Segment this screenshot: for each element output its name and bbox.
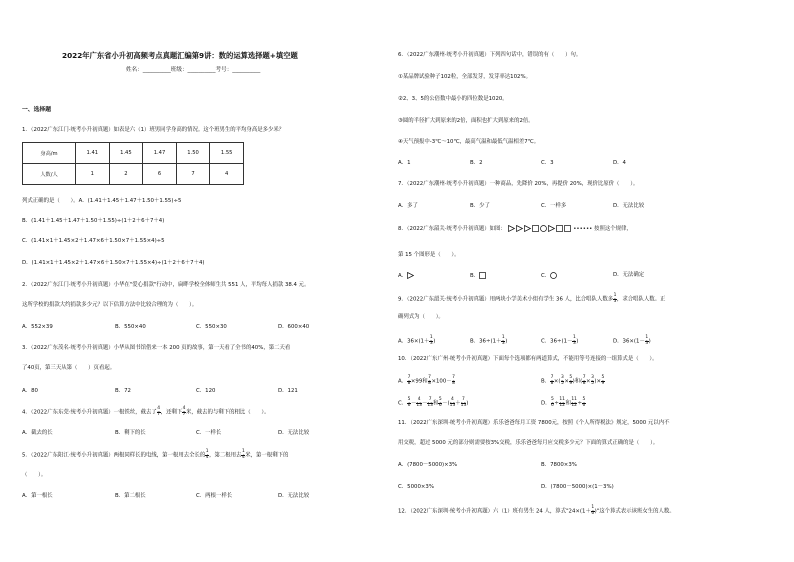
q9-option-c: C．36÷(1－ $\frac{1}{3}$ ) xyxy=(541,335,579,346)
q10-option-c: C． $\frac{5}{6}$ － $\frac{4}{13}$ － $\frac{7}{13}$ 和 $\frac{5}{6}$ －( $\frac{4}{13}$ ＋ $\frac{7}{13}$ ) xyxy=(398,397,469,408)
table-cell: 2 xyxy=(109,164,143,185)
q3-option-c: C．120 xyxy=(196,388,216,394)
q11-option-a: A．(7800－5000)×3% xyxy=(398,462,458,468)
fraction-numerator: 4 xyxy=(182,406,186,411)
table-row xyxy=(23,164,244,185)
fraction: $\frac{5}{9}$ xyxy=(601,375,605,386)
q1-stem: 1．（2022广东江门·统考小升初真题）如表是六（1）班男同学身高的情况。这个班男生的平均身高是多少米？ xyxy=(22,127,285,133)
fraction: $\frac{5}{6}$ xyxy=(438,397,442,408)
fraction: $\frac{3}{5}$ xyxy=(591,375,594,386)
q9-option-c-label: C．36÷(1－ xyxy=(541,338,573,345)
fraction-denominator: 4 xyxy=(241,454,245,460)
q5-text-b: ，第二根用去 xyxy=(209,452,242,459)
q2-line2: 这所学校的捐款大约捐款多少元？以下估算方法中比较合理的为（ ）。 xyxy=(22,302,198,308)
q5-option-c: C．两根一样长 xyxy=(196,493,233,499)
table-cell: 身高/m xyxy=(23,143,76,164)
q9-stem xyxy=(398,294,665,304)
table-cell: 1.47 xyxy=(143,143,177,164)
q5-stem xyxy=(22,450,288,460)
q6-statement-1: ①某品牌试验种子102粒，全部发芽，发芽率达102%。 xyxy=(398,74,531,80)
q3-option-b: B．72 xyxy=(115,388,131,394)
q9-option-fraction xyxy=(645,336,649,346)
q2-option-b: B．550×40 xyxy=(115,324,146,330)
q10-option-a-label: A． xyxy=(398,378,408,385)
table-cell: 1.45 xyxy=(109,143,143,164)
q5-line2: （ ）。 xyxy=(22,472,47,478)
q9-text-b: ，求合唱队人数。正 xyxy=(616,296,666,303)
q5-text-a: 5．（2022广东阳江·统考小升初真题）两根同样长的电线，第一根用去全长的 xyxy=(22,452,206,459)
q8-option-a-label: A． xyxy=(398,273,408,279)
fraction: $\frac{7}{8}$ xyxy=(428,375,431,386)
circle-icon xyxy=(550,272,557,279)
q9-option-fraction xyxy=(501,336,505,346)
student-info-line: 姓名：__________班级：__________考号：__________ xyxy=(126,67,261,73)
q3-line2: 了40页，第三天从第（ ）页看起。 xyxy=(22,365,116,371)
q7-stem: 7．（2022广东潮州·统考小升初真题）一种商品，先降价 20%，再提价 20%，现价比原价（ ）。 xyxy=(398,181,639,187)
triangle-icon xyxy=(407,272,414,279)
fraction-numerator: 1 xyxy=(429,335,433,340)
q4-option-c: C．一样长 xyxy=(196,430,222,436)
fraction-denominator: 7 xyxy=(182,411,186,417)
q12-text-b: )"这个算式表示该班女生的人数。 xyxy=(594,508,675,515)
fraction-numerator: 1 xyxy=(613,293,617,298)
q1-option-c: C．(1.41×1＋1.45×2＋1.47×6＋1.50×7＋1.55×4)÷5 xyxy=(22,238,165,244)
fraction-numerator: 1 xyxy=(241,449,245,454)
fraction: $\frac{7}{8}$ xyxy=(452,375,455,386)
q6-option-c: C．3 xyxy=(541,160,554,166)
q8-text-a: 8．（2022广东韶关·统考小升初真题）如图： xyxy=(398,226,506,232)
q9-option-b-label: B．36÷(1＋ xyxy=(470,338,502,345)
q11-line2: 用交税，超过 5000 元的部分则需要按3%交税，乐乐爸爸每月应交税多少元？下面的算式正确的是（ ）。 xyxy=(398,440,659,446)
q10-option-b-label: B． xyxy=(541,378,551,385)
q2-option-d: D．600×40 xyxy=(278,324,310,330)
q1-option-b: B．(1.41＋1.45＋1.47＋1.50＋1.55)÷(1＋2＋6＋7＋4) xyxy=(22,218,165,224)
page-title: 2022年广东省小升初高频考点真题汇编第9讲：数的运算选择题+填空题 xyxy=(62,51,298,60)
table-cell: 1 xyxy=(76,164,110,185)
q9-text-a: 9．（2022广东韶关·统考小升初真题）用两块小学美术小组有学生 36 人，比合唱队人数多 xyxy=(398,296,614,303)
q10-option-a: A． $\frac{7}{8}$ ×99和 $\frac{7}{8}$ ×100－ $\frac{7}{8}$ xyxy=(398,375,455,386)
q2-option-c: C．550×30 xyxy=(196,324,227,330)
fraction-denominator: 3 xyxy=(645,340,649,346)
q6-statement-4: ④天气预报中-3℃～10℃，最高气温和最低气温相差7℃。 xyxy=(398,139,540,145)
q6-statement-2: ②2、3、5的公倍数中最小的四位数是1020。 xyxy=(398,96,508,102)
fraction-numerator: 1 xyxy=(645,335,649,340)
table-cell: 4 xyxy=(210,164,244,185)
q1-option-d: D．(1.41×1＋1.45×2＋1.47×6＋1.50×7＋1.55×4)÷(1＋2＋6＋7＋4) xyxy=(22,260,205,266)
q12-stem xyxy=(398,506,675,516)
table-cell: 1.55 xyxy=(210,143,244,164)
fraction: $\frac{7}{13}$ xyxy=(427,397,433,408)
height-table xyxy=(22,142,244,185)
q5-text-c: 米，第一根剩下的 xyxy=(245,452,289,459)
q3-option-d: D．121 xyxy=(278,388,298,394)
q2-option-a: A．552×39 xyxy=(22,324,53,330)
table-cell: 人数/人 xyxy=(23,164,76,185)
table-cell: 1.50 xyxy=(176,143,210,164)
q9-option-b: B．36÷(1＋ $\frac{1}{3}$ ) xyxy=(470,335,508,346)
q2-line1: 2．（2022广东江门·统考小升初真题）小华在"爱心捐款"行动中，扁畔学校全体师生共 551 人，平均每人捐款 38.4 元。 xyxy=(22,282,310,288)
q11-option-d: D．(7800－5000)×(1－3%) xyxy=(541,484,614,490)
table-row xyxy=(23,143,244,164)
q8-option-a xyxy=(398,272,414,280)
fraction-denominator: 6 xyxy=(591,510,595,516)
shape-sequence-icon xyxy=(508,225,572,232)
fraction-numerator: 4 xyxy=(157,406,161,411)
fraction-denominator: 3 xyxy=(613,298,617,304)
q6-stem: 6．（2022广东潮州·统考小升初真题）下列四句话中，错误的有（ ）句。 xyxy=(398,52,582,58)
q11-option-b: B．7800×3% xyxy=(541,462,577,468)
fraction: $\frac{5}{6}$ xyxy=(582,397,586,408)
fraction: $\frac{7}{13}$ xyxy=(460,397,467,408)
q8-dots: •••••• xyxy=(573,226,593,232)
fraction: $\frac{7}{8}$ xyxy=(407,375,411,386)
table-cell: 6 xyxy=(143,164,177,185)
q5-option-b: B．第二根长 xyxy=(115,493,146,499)
fraction: $\frac{4}{13}$ xyxy=(449,397,456,408)
q11-line1: 11．（2022广东深圳·统考小升初真题）乐乐爸爸每月工资 7800元，按照《个人所得税法》规定，5000 元以内不 xyxy=(398,420,670,426)
q8-line2: 第 15 个图形是（ ）。 xyxy=(398,252,460,258)
q9-option-d: D．36×(1－ $\frac{1}{3}$ ) xyxy=(613,335,651,346)
q5-option-a: A．第一根长 xyxy=(22,493,53,499)
q10-option-b: B． $\frac{7}{8}$ ×( $\frac{3}{5}$ × $\frac{5}{9}$ )和( $\frac{7}{8}$ × $\frac{3}{5}$ )× $\frac{5}{9}$ xyxy=(541,375,605,386)
q4-text-b: ，还剩下 xyxy=(160,409,183,416)
q8-option-d: D．无法确定 xyxy=(613,272,645,278)
fraction: $\frac{11}{12}$ xyxy=(571,397,577,408)
fraction: $\frac{5}{6}$ xyxy=(407,397,411,408)
fraction-denominator: 3 xyxy=(501,340,505,346)
q7-option-c: C．一样多 xyxy=(541,203,567,209)
q3-option-a: A．80 xyxy=(22,388,38,394)
q9-option-fraction xyxy=(572,336,576,346)
q4-stem xyxy=(22,407,270,417)
q7-option-a: A．多了 xyxy=(398,203,418,209)
q8-option-b xyxy=(470,272,486,280)
q9-option-d-label: D．36×(1－ xyxy=(613,338,645,345)
q8-shape-sequence xyxy=(508,226,574,232)
section-heading: 一、选择题 xyxy=(22,107,51,113)
q6-option-d: D．4 xyxy=(613,160,626,166)
q8-option-c xyxy=(541,272,557,280)
fraction: $\frac{3}{5}$ xyxy=(561,375,564,386)
fraction: $\frac{4}{13}$ xyxy=(416,397,422,408)
q8-text-b: 按照这个规律， xyxy=(594,226,632,232)
q10-option-d: D． $\frac{5}{6}$ ÷ $\frac{11}{12}$ 和 $\frac{11}{12}$ ÷ $\frac{5}{6}$ xyxy=(541,397,586,408)
q9-option-a: A．36×(1＋ $\frac{1}{3}$ ) xyxy=(398,335,436,346)
q1-lead: 列式正确的是（ ）。A．(1.41＋1.45＋1.47＋1.50＋1.55)÷5 xyxy=(22,198,182,204)
q4-option-a: A．截去的长 xyxy=(22,430,53,436)
fraction-denominator: 7 xyxy=(157,411,161,417)
q3-line1: 3．（2022广东茂名·统考小升初真题）小华从图书馆借来一本 200 页的故事，第一天看了全书的40%，第二天看 xyxy=(22,345,291,351)
fraction-denominator: 3 xyxy=(429,340,433,346)
q10-option-c-label: C． xyxy=(398,400,408,407)
table-cell: 7 xyxy=(176,164,210,185)
q9-option-a-label: A．36×(1＋ xyxy=(398,338,430,345)
fraction-numerator: 1 xyxy=(591,505,595,510)
fraction: $\frac{5}{6}$ xyxy=(551,397,554,408)
fraction-numerator: 1 xyxy=(205,449,209,454)
fraction: $\frac{11}{12}$ xyxy=(559,397,565,408)
fraction-numerator: 1 xyxy=(501,335,505,340)
q10-stem: 10．（2022广东广州·统考小升初真题）下面每个选项都有两道算式，不能用等号连接的一组算式是（ ）。 xyxy=(398,356,658,362)
table-cell: 1.41 xyxy=(76,143,110,164)
q6-statement-3: ③圆的半径扩大到原来的2倍，面积也扩大到原来的2倍。 xyxy=(398,118,534,124)
q4-option-d: D．无法比较 xyxy=(278,430,310,436)
q4-text-c: 米，截去的与剩下的相比（ ）。 xyxy=(185,409,270,416)
q9-line2: 确列式为（ ）。 xyxy=(398,314,444,320)
q6-option-a: A．1 xyxy=(398,160,411,166)
q8-option-b-label: B． xyxy=(470,273,480,279)
q11-option-c: C．5000×3% xyxy=(398,484,434,490)
q12-text-a: 12．（2022广东深圳·统考小升初真题）六（1）班有男生 24 人，算式"24×(1＋ xyxy=(398,508,591,515)
fraction-numerator: 1 xyxy=(572,335,576,340)
fraction: $\frac{5}{9}$ xyxy=(569,375,573,386)
fraction: $\frac{7}{8}$ xyxy=(550,375,554,386)
fraction-denominator: 3 xyxy=(572,340,576,346)
q4-text-a: 4．（2022广东东莞·统考小升初真题）一根铁丝，截去了 xyxy=(22,409,157,416)
q9-option-fraction xyxy=(429,336,433,346)
q6-option-b: B．2 xyxy=(470,160,483,166)
q7-option-b: B．少了 xyxy=(470,203,490,209)
fraction: $\frac{7}{8}$ xyxy=(582,375,586,386)
q5-option-d: D．无法比较 xyxy=(278,493,310,499)
q7-option-d: D．无法比较 xyxy=(613,203,645,209)
square-icon xyxy=(479,272,486,279)
q10-option-d-label: D． xyxy=(541,400,551,407)
q4-option-b: B．剩下的长 xyxy=(115,430,146,436)
fraction-denominator: 4 xyxy=(205,454,209,460)
q8-stem xyxy=(398,225,632,233)
q8-option-c-label: C． xyxy=(541,273,551,279)
